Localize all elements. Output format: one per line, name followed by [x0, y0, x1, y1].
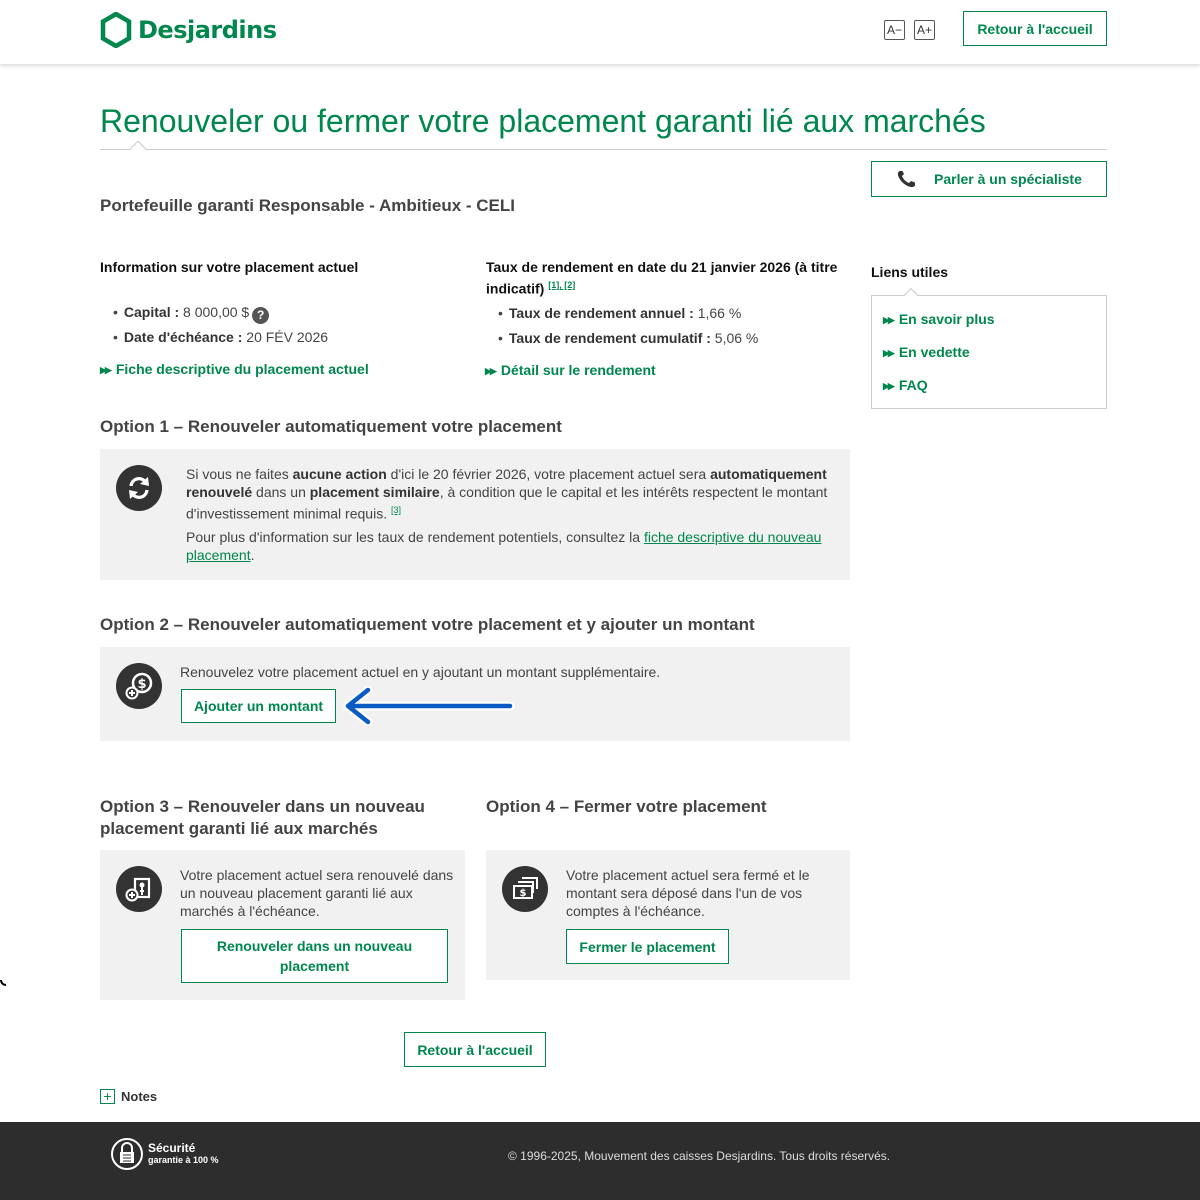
option1-text-part: d'ici le 20 février 2026, votre placement actuel sera — [386, 466, 711, 482]
option1-text-bold: aucune action — [292, 466, 387, 482]
new-placement-sheet-link[interactable]: fiche descriptive du nouveau placement — [186, 529, 822, 563]
double-chevron-icon: ▶▶ — [883, 348, 893, 358]
cumulative-return-label: Taux de rendement cumulatif : — [508, 330, 711, 346]
sidebar-link-featured[interactable] — [883, 344, 970, 360]
notes-label: Notes — [121, 1089, 158, 1104]
double-chevron-icon: ▶▶ — [883, 315, 893, 325]
security-badge[interactable] — [110, 1137, 219, 1171]
option1-text-part: dans un — [252, 484, 310, 500]
option1-panel — [100, 449, 850, 580]
option1-text-bold: placement similaire — [309, 484, 440, 500]
title-divider — [100, 149, 1107, 150]
option1-text-bold: automatiquement renouvelé — [186, 466, 827, 500]
return-detail-link[interactable] — [485, 362, 656, 378]
increase-font-button[interactable]: A+ — [914, 20, 935, 40]
maturity-label: Date d'échéance : — [123, 329, 243, 345]
plus-icon: + — [100, 1089, 115, 1104]
option1-ref[interactable]: [3] — [390, 505, 401, 515]
logo-text: Desjardins — [138, 16, 277, 44]
security-line1: Sécurité — [148, 1141, 196, 1155]
copyright-text: © 1996-2025, Mouvement des caisses Desjardins. Tous droits réservés. — [508, 1149, 891, 1163]
option1-text-part: Si vous ne faites — [186, 466, 293, 482]
option1-heading: Option 1 – Renouveler automatiquement votre placement — [100, 417, 562, 436]
double-chevron-icon: ▶▶ — [883, 381, 893, 391]
renew-new-placement-button[interactable]: Renouveler dans un nouveau placement — [181, 929, 448, 983]
cumulative-return-item: • Taux de rendement cumulatif : 5,06 % — [498, 330, 759, 346]
page-edge-mark — [0, 980, 6, 986]
current-sheet-link-label: Fiche descriptive du placement actuel — [115, 361, 369, 377]
option1-more-info — [186, 528, 831, 564]
phone-icon — [896, 169, 920, 189]
transfer-money-icon — [502, 866, 548, 912]
home-button-header[interactable]: Retour à l'accueil — [963, 11, 1107, 46]
option1-more-info-end: . — [250, 547, 255, 563]
sidebar-link-learn-more[interactable] — [883, 311, 995, 327]
useful-links-title: Liens utiles — [871, 264, 949, 280]
hexagon-logo-icon — [100, 12, 132, 48]
new-placement-icon — [116, 866, 162, 912]
site-header — [0, 0, 1200, 64]
annual-return-label: Taux de rendement annuel : — [508, 305, 694, 321]
sidebar-link-faq[interactable] — [883, 377, 928, 393]
help-icon[interactable]: ? — [252, 307, 269, 324]
capital-item: • Capital : 8 000,00 $ ? — [113, 304, 269, 324]
padlock-icon — [110, 1137, 144, 1171]
double-chevron-icon: ▶▶ — [485, 366, 495, 376]
sidebar-link-label: En savoir plus — [898, 311, 995, 327]
return-detail-link-label: Détail sur le rendement — [500, 362, 656, 378]
option3-text: Votre placement actuel sera renouvelé dans un nouveau placement garanti lié aux marchés à l'échéance. — [180, 867, 454, 919]
decrease-font-button[interactable]: A− — [884, 20, 905, 40]
option2-heading: Option 2 – Renouveler automatiquement votre placement et y ajouter un montant — [100, 615, 755, 634]
returns-heading-text: Taux de rendement en date du 21 janvier 2026 (à titre indicatif) — [486, 259, 838, 297]
capital-label: Capital : — [123, 304, 180, 320]
site-footer — [0, 1122, 1200, 1200]
svg-text:$: $ — [519, 888, 527, 899]
add-amount-button[interactable]: Ajouter un montant — [181, 689, 336, 723]
sidebar-link-label: FAQ — [898, 377, 928, 393]
cumulative-return-value: 5,06 % — [714, 330, 759, 346]
title-divider-notch — [130, 141, 147, 158]
renew-icon — [116, 465, 162, 511]
desjardins-logo[interactable] — [100, 12, 277, 48]
specialist-button-label: Parler à un spécialiste — [934, 171, 1082, 187]
close-placement-button[interactable]: Fermer le placement — [566, 929, 729, 964]
add-money-icon — [116, 663, 162, 709]
double-chevron-icon: ▶▶ — [100, 365, 110, 375]
annual-return-value: 1,66 % — [697, 305, 742, 321]
option2-text: Renouvelez votre placement actuel en y ajoutant un montant supplémentaire. — [180, 664, 661, 680]
product-name: Portefeuille garanti Responsable - Ambitieux - CELI — [100, 196, 515, 215]
option1-text-part: , à condition que le capital et les intérêts respectent le montant d'investissement minimal requis. — [186, 484, 828, 522]
current-info-heading: Information sur votre placement actuel — [100, 259, 359, 275]
current-placement-sheet-link[interactable] — [100, 361, 369, 377]
maturity-item: • Date d'échéance : 20 FÉV 2026 — [113, 329, 329, 345]
svg-text:$: $ — [137, 677, 147, 692]
option4-text: Votre placement actuel sera fermé et le montant sera déposé dans l'un de vos comptes à l'échéance. — [566, 867, 810, 919]
returns-refs[interactable]: [1], [2] — [548, 280, 576, 290]
maturity-value: 20 FÉV 2026 — [246, 329, 329, 345]
sidebar-link-label: En vedette — [898, 344, 970, 360]
talk-to-specialist-button[interactable] — [871, 161, 1107, 197]
annual-return-item: • Taux de rendement annuel : 1,66 % — [498, 305, 742, 321]
option3-heading: Option 3 – Renouveler dans un nouveau placement garanti lié aux marchés — [100, 797, 425, 838]
home-button-bottom[interactable]: Retour à l'accueil — [404, 1032, 546, 1067]
option4-heading: Option 4 – Fermer votre placement — [486, 797, 767, 816]
returns-heading — [486, 258, 841, 298]
option4-panel — [486, 850, 850, 980]
option1-text — [186, 465, 831, 523]
left-arrow-icon — [338, 686, 516, 726]
notes-toggle[interactable] — [100, 1089, 157, 1104]
page-title: Renouveler ou fermer votre placement garanti lié aux marchés — [100, 103, 986, 139]
option1-more-info-text: Pour plus d'information sur les taux de rendement potentiels, consultez la — [186, 529, 644, 545]
security-line2: garantie à 100 % — [148, 1155, 219, 1165]
option3-panel — [100, 850, 465, 1000]
capital-value: 8 000,00 $ — [183, 304, 250, 320]
